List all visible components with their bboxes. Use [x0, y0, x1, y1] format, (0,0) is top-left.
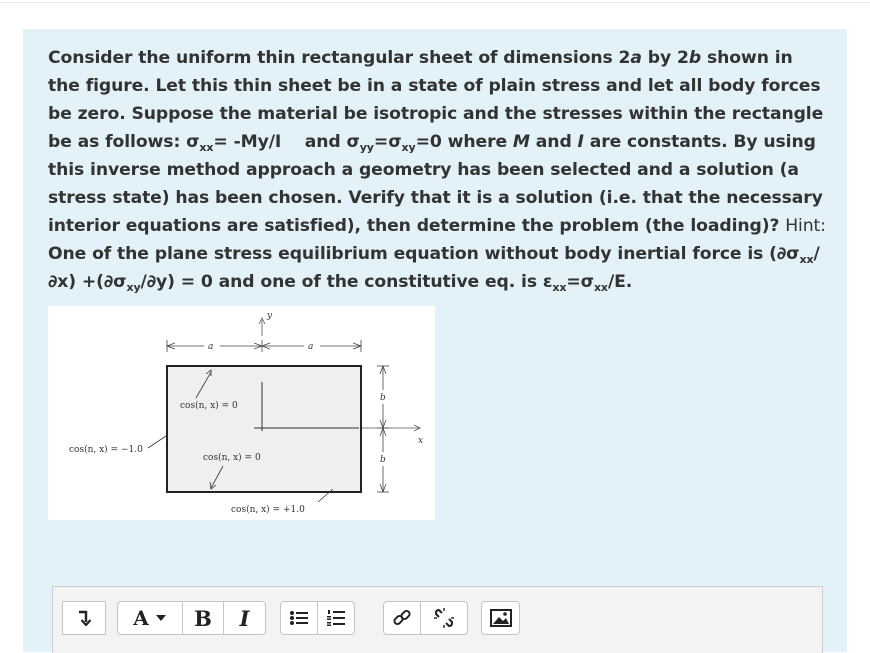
y-axis-label: y — [267, 311, 273, 321]
link-icon — [392, 608, 412, 628]
dim-a-right: a — [308, 342, 314, 352]
image-icon — [490, 609, 512, 627]
hint-label: Hint: — [785, 216, 826, 236]
label-top-boundary: cos(n, x) = 0 — [180, 401, 238, 411]
link-button[interactable] — [383, 601, 421, 635]
question-text: Consider the uniform thin rectangular sheet of dimensions 2a by 2b shown in the figure. Let this thin sheet be in a state of plain stress and let all body forces be zero. Suppose the material be isotropic and the stresses within the rectangle be as follows: $\sigma_{xx}= -My/I$ and $\sigma_{yy}=\sigma_{xy}=0$ where M and I are constants. By using this inverse method approach a geometry has been selected and a solution (a stress state) has been chosen. Verify that it is a solution (i.e. that the necessary interior equations are satisfied), then determine the problem (the loading)? Hint: One of the plane stress equilibrium equation without body inertial force is $(\partial\sigma_{xx}/\partial x) +(\partial\sigma_{xy}/\partial y) = 0$ and one of the constitutive eq. is $\varepsilon_{xx}=\sigma_{xx}/E$. — [48, 48, 826, 294]
answer-editor — [52, 586, 823, 653]
dim-b-top: b — [380, 393, 386, 403]
label-right-boundary: cos(n, x) = +1.0 — [231, 505, 305, 515]
italic-label: I — [239, 605, 250, 631]
font-style-dropdown[interactable] — [117, 601, 183, 635]
unlink-icon — [433, 607, 455, 629]
plate-rect — [167, 366, 361, 492]
bold-button[interactable] — [182, 601, 224, 635]
bullet-list-icon — [289, 610, 309, 626]
unordered-list-button[interactable] — [280, 601, 318, 635]
plate-diagram — [48, 306, 435, 520]
label-bottom-boundary: cos(n, x) = 0 — [203, 453, 261, 463]
dim-b-bottom: b — [380, 455, 386, 465]
unlink-button[interactable] — [420, 601, 468, 635]
italic-button[interactable] — [223, 601, 266, 635]
x-axis-label: x — [418, 436, 424, 446]
ordered-list-button[interactable] — [317, 601, 355, 635]
chevron-down-icon — [155, 614, 167, 622]
bold-label: B — [194, 605, 212, 631]
insert-image-button[interactable] — [481, 601, 520, 635]
numbered-list-icon — [326, 609, 346, 627]
font-style-label: A — [133, 606, 149, 630]
label-left-boundary: cos(n, x) = −1.0 — [69, 445, 143, 455]
expand-toolbar-icon — [77, 610, 91, 626]
dim-a-left: a — [208, 342, 214, 352]
plate-figure — [48, 306, 435, 520]
expand-toolbar-button[interactable] — [62, 601, 106, 635]
top-divider — [0, 2, 870, 3]
